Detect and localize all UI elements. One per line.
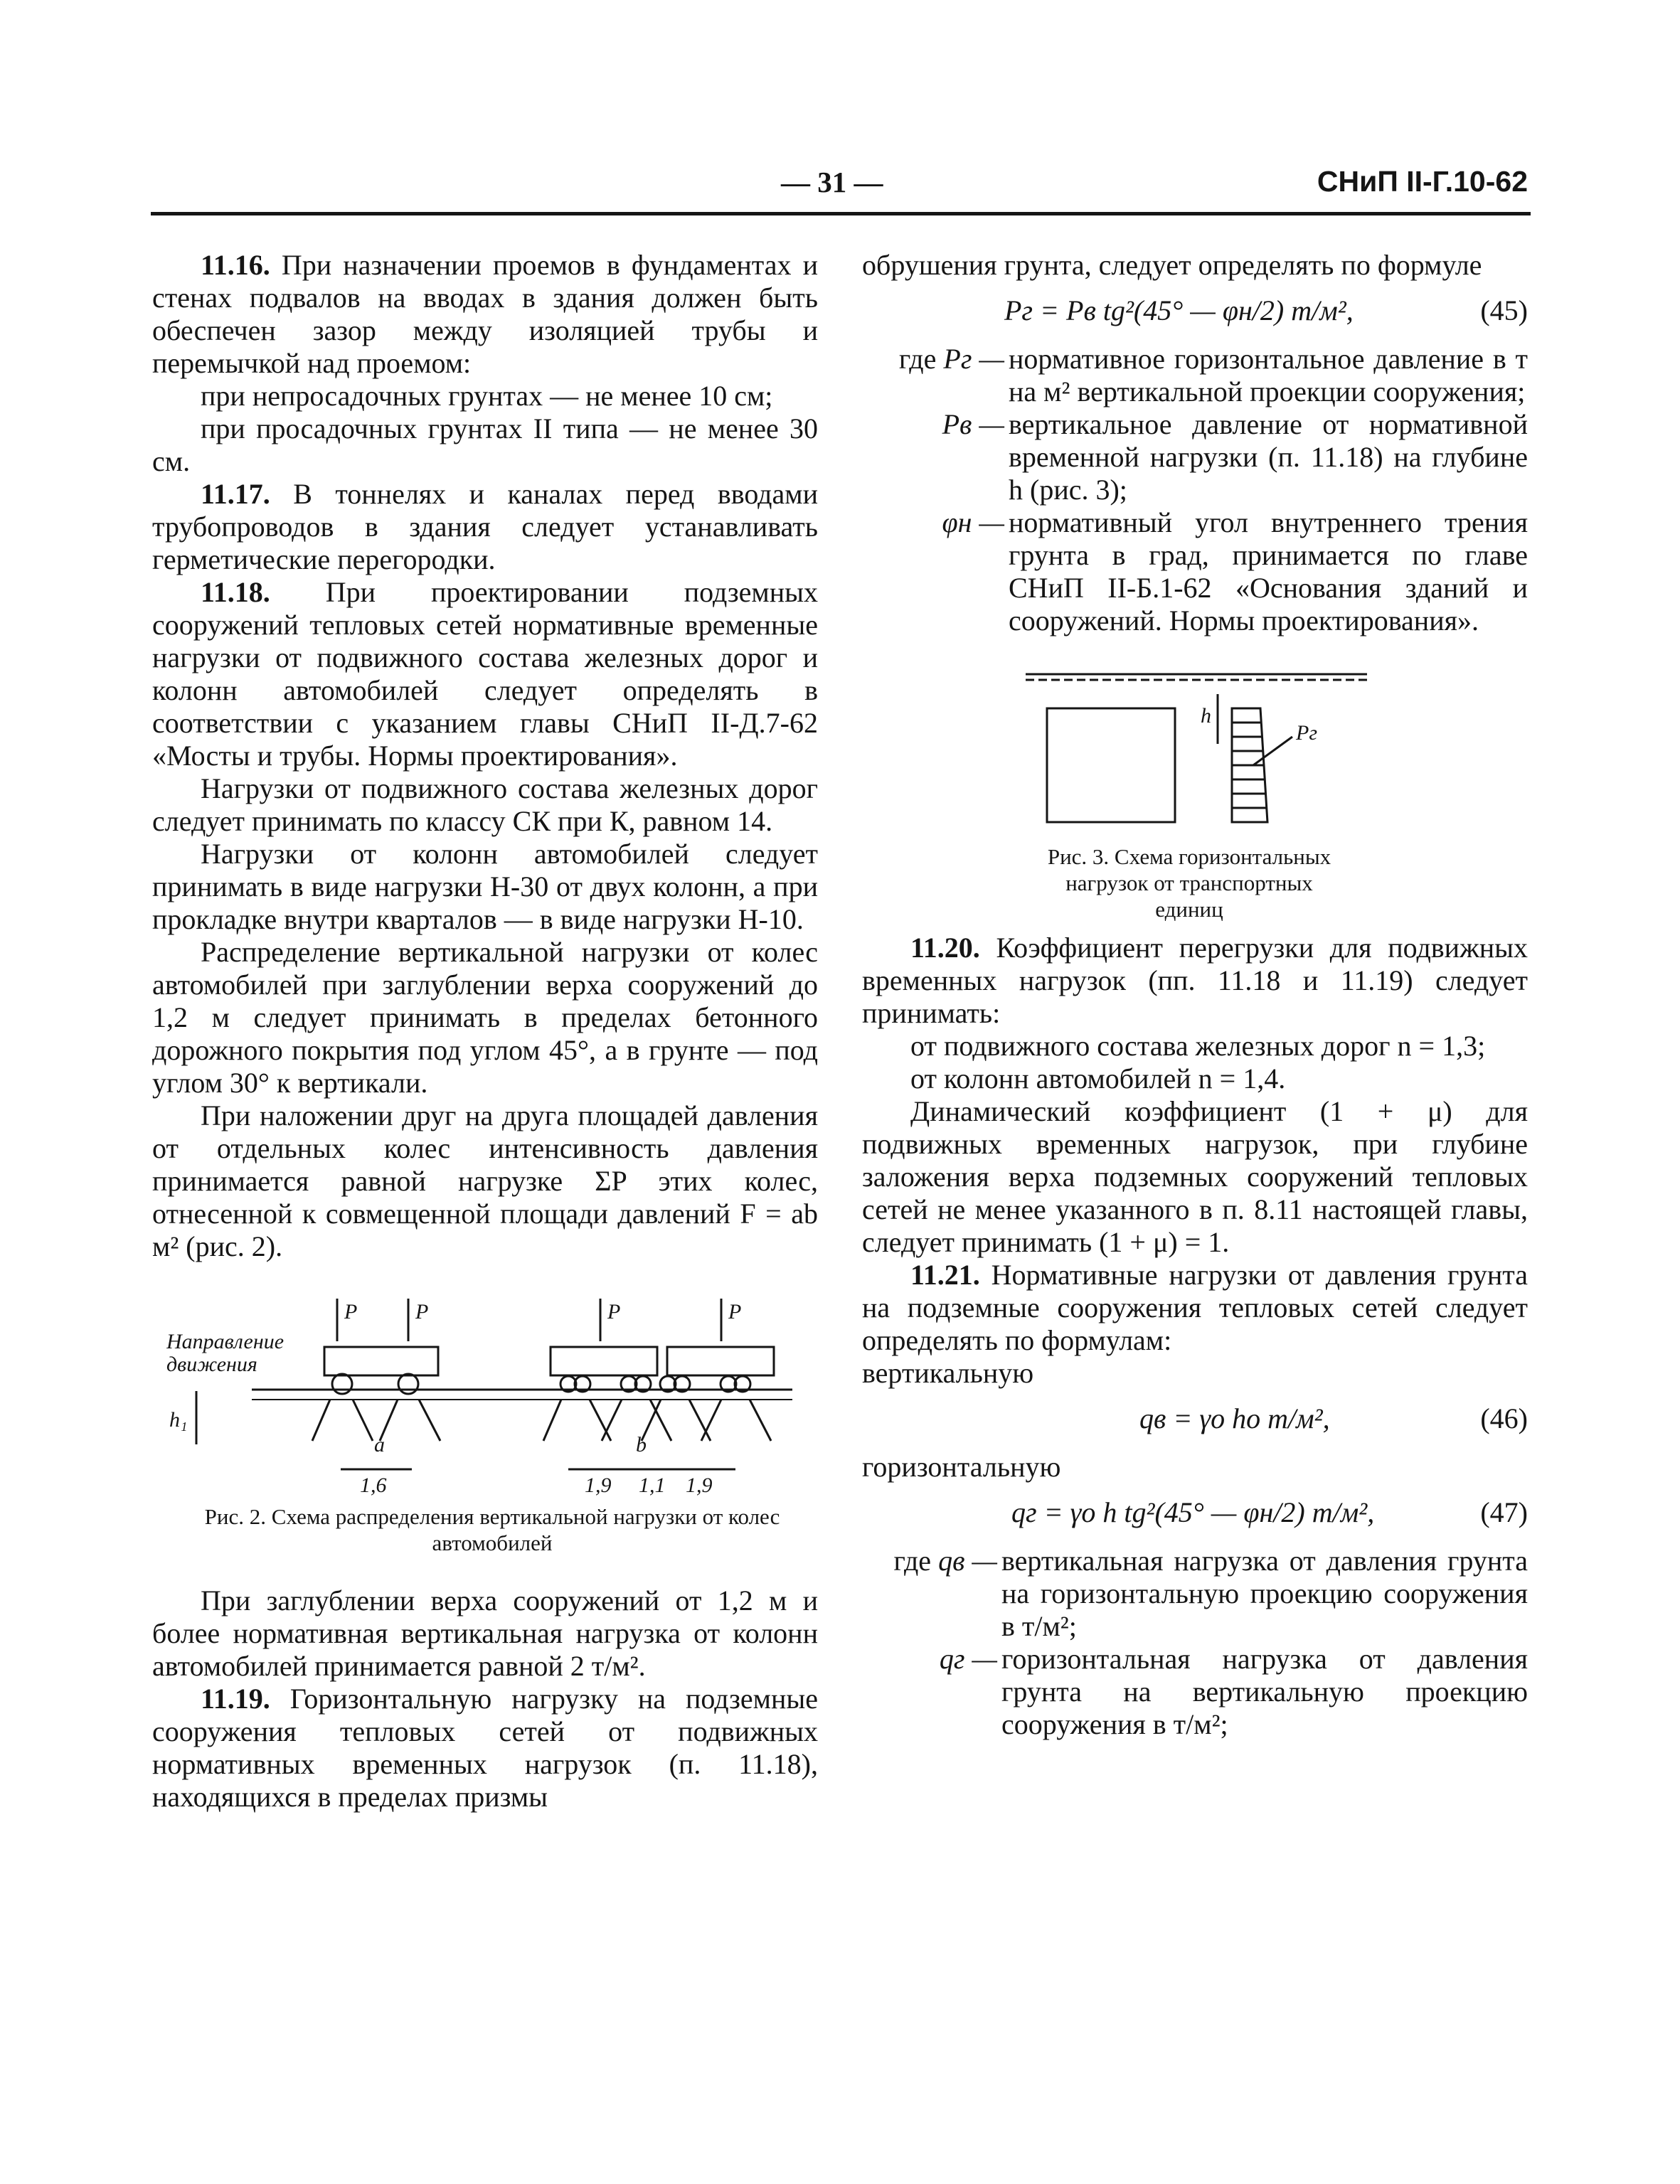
figure-3-caption: Рис. 3. Схема горизонтальных нагрузок от транспортных единиц bbox=[1047, 844, 1331, 922]
paragraph-11-16 bbox=[152, 249, 818, 380]
list-item: при непросадочных грунтах — не менее 10 см; bbox=[201, 380, 773, 412]
document-code: СНиП II-Г.10-62 bbox=[1317, 165, 1528, 198]
paragraph-11-19 bbox=[152, 1683, 818, 1813]
depth-label: h bbox=[1201, 704, 1211, 728]
left-column bbox=[152, 249, 818, 1813]
load-label: P bbox=[415, 1300, 429, 1323]
header-rule bbox=[151, 212, 1531, 215]
load-label: P bbox=[344, 1300, 358, 1323]
clause-number: 11.18. bbox=[201, 576, 270, 608]
dimension-value: 1,1 bbox=[639, 1474, 666, 1497]
vehicle-body bbox=[324, 1347, 438, 1375]
direction-label: движения bbox=[166, 1353, 257, 1376]
list-item: от подвижного состава железных дорог n = 1,3; bbox=[910, 1030, 1486, 1062]
formula-45 bbox=[862, 282, 1528, 343]
structure-outline bbox=[1047, 708, 1175, 822]
clause-number: 11.16. bbox=[201, 249, 270, 281]
dimension-value: 1,9 bbox=[686, 1474, 713, 1497]
paragraph: горизонтальную bbox=[862, 1451, 1061, 1483]
paragraph: обрушения грунта, следует определять по формуле bbox=[862, 249, 1482, 281]
formula-expression: qв = γо hо т/м², bbox=[1139, 1402, 1330, 1434]
depth-label: h₁ bbox=[169, 1408, 188, 1432]
formula-expression: Pг = Pв tg²(45° — φн/2) т/м², bbox=[1004, 294, 1354, 326]
definition-qg bbox=[862, 1643, 1528, 1741]
horizontal-load-diagram bbox=[1019, 666, 1374, 836]
clause-number: 11.21. bbox=[910, 1259, 980, 1291]
paragraph-11-18 bbox=[152, 576, 818, 772]
clause-number: 11.17. bbox=[201, 478, 270, 510]
clause-text: Коэффициент перегрузки для подвижных временных нагрузок (пп. 11.18 и 11.19) следует принимать: bbox=[862, 932, 1529, 1029]
definition-pv bbox=[862, 408, 1528, 506]
symbol: qв — bbox=[938, 1545, 997, 1577]
dimension-value: 1,6 bbox=[360, 1474, 387, 1497]
formula-47 bbox=[862, 1483, 1528, 1545]
definition-text: вертикальная нагрузка от давления грунта на горизонтальную проекцию сооружения в т/м²; bbox=[1001, 1545, 1528, 1642]
symbol: φн — bbox=[942, 506, 1004, 538]
pressure-label: Pг bbox=[1296, 721, 1318, 745]
formula-expression: qг = γо h tg²(45° — φн/2) т/м², bbox=[1011, 1496, 1375, 1528]
figure-2 bbox=[152, 1291, 818, 1576]
definition-text: вертикальное давление от нормативной временной нагрузки (п. 11.18) на глубине h (рис. 3); bbox=[1009, 408, 1528, 506]
definition-text: нормативный угол внутреннего трения грунта в град, принимается по главе СНиП II-Б.1-62 «Основания зданий и сооружений. Нормы проектирования». bbox=[1009, 506, 1528, 636]
paragraph-11-17 bbox=[152, 478, 818, 576]
formula-number: (46) bbox=[1480, 1402, 1528, 1434]
clause-text: При назначении проемов в фундаментах и стенах подвалов на вводах в здания должен быть обеспечен зазор между изоляцией трубы и перемычкой над проемом: bbox=[152, 249, 819, 379]
where-label: где bbox=[898, 343, 937, 375]
clause-text: Нормативные нагрузки от давления грунта на подземные сооружения тепловых сетей следует определять по формулам: bbox=[862, 1259, 1529, 1356]
figure-2-caption: Рис. 2. Схема распределения вертикальной нагрузки от колес автомобилей bbox=[204, 1504, 780, 1555]
paragraph: Распределение вертикальной нагрузки от колес автомобилей при заглублении верха сооружений до 1,2 м следует принимать в пределах бетонного дорожного покрытия под углом 45°, а в грунте — под углом 30° к вертикали. bbox=[152, 936, 818, 1099]
page-number: — 31 — bbox=[781, 166, 883, 198]
symbol: Pг — bbox=[943, 343, 1004, 375]
list-item: от колонн автомобилей n = 1,4. bbox=[910, 1062, 1286, 1094]
definition-text: нормативное горизонтальное давление в т на м² вертикальной проекции сооружения; bbox=[1009, 343, 1528, 407]
definition-phi bbox=[862, 506, 1528, 637]
definition-text: горизонтальная нагрузка от давления грунта на вертикальную проекцию сооружения в т/м²; bbox=[1001, 1643, 1528, 1740]
paragraph: Динамический коэффициент (1 + μ) для подвижных временных нагрузок, при глубине заложения верха подземных сооружений тепловых сетей не менее указанного в п. 8.11 настоящей главы, следует принимать (1 + μ) = 1. bbox=[862, 1095, 1528, 1258]
dimension-b: b bbox=[636, 1433, 647, 1456]
direction-label: Направление bbox=[166, 1330, 285, 1353]
figure-3 bbox=[862, 666, 1528, 922]
load-label: P bbox=[607, 1300, 621, 1323]
definition-pg bbox=[862, 343, 1528, 408]
load-label: P bbox=[728, 1300, 742, 1323]
formula-46 bbox=[862, 1390, 1528, 1451]
list-item: при просадочных грунтах II типа — не менее 30 см. bbox=[152, 412, 818, 477]
vehicle-body bbox=[551, 1347, 657, 1375]
wheel bbox=[398, 1374, 418, 1394]
dimension-a: a bbox=[374, 1433, 385, 1456]
clause-text: Горизонтальную нагрузку на подземные сооружения тепловых сетей от подвижных нормативных временных нагрузок (п. 11.18), находящихся в пределах призмы bbox=[152, 1683, 819, 1813]
wheel bbox=[332, 1374, 352, 1394]
formula-number: (45) bbox=[1480, 294, 1528, 326]
paragraph-11-21 bbox=[862, 1259, 1528, 1357]
paragraph: Нагрузки от колонн автомобилей следует принимать в виде нагрузки Н-30 от двух колонн, а при прокладке внутри кварталов — в виде нагрузки Н-10. bbox=[152, 838, 818, 935]
symbol: qг — bbox=[939, 1643, 997, 1675]
definition-qv bbox=[862, 1545, 1528, 1643]
clause-text: При проектировании подземных сооружений тепловых сетей нормативные временные нагрузки от подвижного состава железных дорог и колонн автомобилей следует определять в соответствии с указанием главы СНиП II-Д.7-62 «Мосты и трубы. Нормы проектирования». bbox=[152, 576, 819, 772]
formula-number: (47) bbox=[1480, 1496, 1528, 1528]
clause-number: 11.19. bbox=[201, 1683, 270, 1715]
paragraph: вертикальную bbox=[862, 1357, 1034, 1389]
paragraph: При заглублении верха сооружений от 1,2 м и более нормативная вертикальная нагрузка от колонн автомобилей принимается равной 2 т/м². bbox=[152, 1584, 818, 1682]
clause-number: 11.20. bbox=[910, 932, 980, 964]
paragraph: При наложении друг на друга площадей давления от отдельных колес интенсивность давления принимается равной нагрузке ΣP этих колес, отнесенной к совмещенной площади давлений F = ab м² (рис. 2). bbox=[152, 1099, 818, 1262]
vehicle-body bbox=[667, 1347, 774, 1375]
dimension-value: 1,9 bbox=[585, 1474, 612, 1497]
clause-text: В тоннелях и каналах перед вводами трубопроводов в здания следует устанавливать герметические перегородки. bbox=[152, 478, 818, 575]
wheel-load-diagram bbox=[166, 1291, 807, 1498]
symbol: Pв — bbox=[942, 408, 1004, 440]
where-label: где bbox=[893, 1545, 932, 1577]
right-column bbox=[862, 249, 1528, 1741]
paragraph-11-20 bbox=[862, 932, 1528, 1030]
paragraph: Нагрузки от подвижного состава железных дорог следует принимать по классу СК при К, равном 14. bbox=[152, 772, 818, 837]
